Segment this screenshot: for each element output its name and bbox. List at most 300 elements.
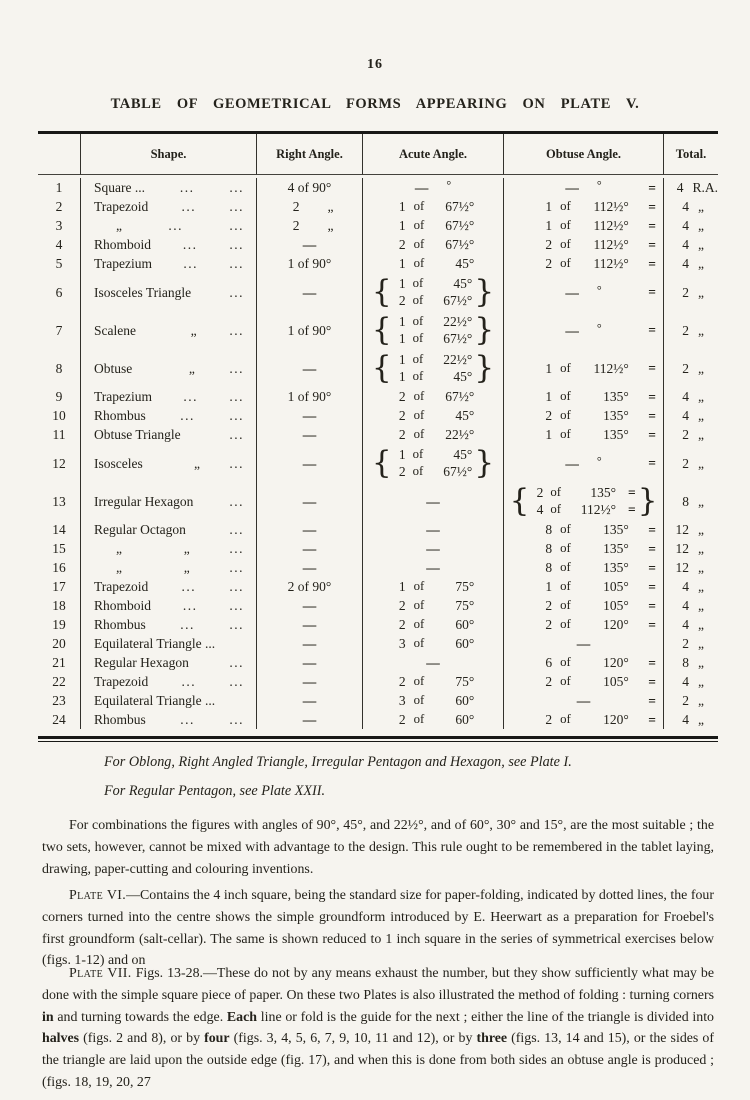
dot-leader: ... — [182, 598, 198, 613]
angle-entry: 2 of 60° — [392, 616, 475, 633]
dot-leader: ... — [180, 712, 195, 727]
degree-sign: ° — [446, 178, 452, 192]
table-header-row — [38, 134, 718, 175]
angle-entry: 2 of 120° — [538, 711, 629, 728]
angle-value: 67½° — [445, 218, 475, 233]
shape-name: „ — [183, 560, 190, 575]
right-brace: } — [474, 444, 495, 481]
total-count: 4 — [676, 180, 684, 195]
right-angle-cell — [256, 197, 362, 216]
dot-leader: ... — [229, 322, 244, 338]
right-brace: } — [474, 349, 495, 386]
dash-none: — — [414, 180, 429, 195]
right-angle-cell — [256, 539, 362, 558]
angle-entry: 8 of 135° — [538, 540, 629, 557]
count: 2 — [398, 674, 406, 689]
table-row — [38, 254, 718, 273]
obtuse-angle-cell — [503, 596, 663, 615]
row-number-cell — [38, 634, 80, 653]
page-title: TABLE OF GEOMETRICAL FORMS APPEARING ON PLATE V. — [110, 96, 640, 112]
total-mark: „ — [698, 674, 704, 689]
angle-entry: 1 of 45° — [394, 368, 473, 385]
total-count: 4 — [682, 199, 689, 214]
shape-name: Rhomboid — [94, 237, 152, 252]
shape-name: Rhomboid — [94, 598, 152, 613]
equals-sign: = — [648, 237, 656, 252]
row-number-cell — [38, 425, 80, 444]
shape-name: „ — [188, 360, 195, 376]
shape-cell — [80, 197, 256, 216]
dash-none: — — [302, 674, 317, 689]
angle-value: 60° — [455, 712, 475, 727]
obtuse-angle-cell — [503, 482, 663, 520]
angle-value: 45° — [453, 276, 473, 291]
angle-entry: 2 of 112½° — [538, 255, 629, 272]
dash-none: — — [302, 427, 317, 442]
acute-angle-cell — [362, 615, 503, 634]
paragraph-plate-vii — [42, 963, 714, 1094]
acute-angle-cell — [362, 425, 503, 444]
count: 1 — [398, 199, 406, 214]
equals-sign: = — [648, 180, 656, 195]
right-brace: } — [474, 273, 495, 310]
shape-name: Irregular Hexagon — [94, 493, 194, 509]
total-mark: „ — [698, 360, 704, 376]
row-number: 18 — [52, 598, 66, 613]
table-row — [38, 235, 718, 254]
dash-none: — — [302, 237, 317, 252]
right-angle-cell — [256, 653, 362, 672]
angle-value: 135° — [603, 541, 629, 556]
row-number-cell — [38, 482, 80, 520]
dot-leader: ... — [229, 712, 244, 727]
angle-value: 112½° — [593, 237, 629, 252]
count: 3 — [398, 636, 406, 651]
total-cell — [663, 387, 718, 406]
dot-leader: ... — [179, 180, 195, 195]
dash-none: — — [302, 712, 317, 727]
row-number: 14 — [52, 522, 66, 537]
total-cell — [663, 672, 718, 691]
acute-angle-cell — [362, 216, 503, 235]
equals-sign: = — [648, 560, 656, 575]
dot-leader: ... — [180, 617, 195, 632]
row-number: 23 — [52, 693, 66, 708]
dot-leader: ... — [229, 598, 244, 613]
count: 8 — [545, 522, 553, 537]
angle-entry: 3 of 60° — [392, 635, 475, 652]
total-cell — [663, 558, 718, 577]
dash-none: — — [302, 636, 317, 651]
count: 2 — [545, 674, 553, 689]
obtuse-angle-cell — [503, 197, 663, 216]
total-count: 2 — [682, 360, 689, 376]
angle-entry: 2 of 60° — [392, 711, 475, 728]
dash-none: — — [426, 560, 440, 575]
total-mark: „ — [698, 389, 704, 404]
total-cell — [663, 444, 718, 482]
right-angle-cell — [256, 387, 362, 406]
equals-sign: = — [648, 199, 656, 214]
angle-entry: 2 of 105° — [538, 597, 629, 614]
angle-value: 1 of 90° — [287, 389, 332, 404]
header-obtuse-angle: Obtuse Angle. — [503, 134, 663, 175]
count: 2 — [398, 237, 406, 252]
obtuse-angle-cell — [503, 539, 663, 558]
dash-none: — — [302, 455, 317, 471]
total-count: 4 — [682, 617, 689, 632]
shape-cell — [80, 558, 256, 577]
angle-value: 45° — [453, 447, 473, 462]
dash-none: — — [302, 598, 317, 613]
dash-none: — — [426, 493, 440, 509]
shape-cell — [80, 235, 256, 254]
shape-name: Rhombus — [94, 408, 146, 423]
angle-entry: 2 of 45° — [392, 407, 475, 424]
count: 2 — [292, 199, 300, 214]
shape-cell — [80, 539, 256, 558]
total-cell — [663, 216, 718, 235]
acute-angle-cell — [362, 672, 503, 691]
table-row — [38, 406, 718, 425]
total-cell — [663, 482, 718, 520]
left-brace: { — [371, 349, 392, 386]
obtuse-angle-cell — [503, 273, 663, 311]
angle-value: 45° — [455, 256, 475, 271]
obtuse-angle-cell — [503, 615, 663, 634]
total-cell — [663, 235, 718, 254]
count: 2 — [398, 408, 406, 423]
shape-name: Square ... — [94, 180, 145, 195]
shape-name: Rhombus — [94, 617, 146, 632]
row-number: 15 — [52, 541, 66, 556]
header-total: Total. — [663, 134, 718, 175]
count: 1 — [398, 276, 406, 291]
angle-entry: 1 of 112½° — [538, 217, 629, 234]
row-number-cell — [38, 558, 80, 577]
total-count: 2 — [682, 636, 689, 651]
obtuse-angle-cell — [503, 577, 663, 596]
count-ditto — [286, 217, 334, 234]
body-text: line or fold is the guide for the next ; either the line of the triangle is divided into — [257, 1009, 714, 1025]
shape-cell — [80, 520, 256, 539]
obtuse-angle-cell — [503, 425, 663, 444]
right-angle-cell — [256, 615, 362, 634]
acute-angle-cell — [362, 710, 503, 729]
shape-name: „ — [116, 541, 122, 556]
angle-value: 120° — [603, 712, 629, 727]
dash-none: — — [302, 493, 317, 509]
right-angle-cell — [256, 311, 362, 349]
equals-sign: = — [648, 522, 656, 537]
angle-entry: 2 of 67½° — [392, 236, 475, 253]
count: 2 — [545, 617, 553, 632]
shape-cell — [80, 653, 256, 672]
dot-leader: ... — [181, 579, 197, 594]
dot-leader: ... — [168, 218, 183, 233]
table-row — [38, 349, 718, 387]
acute-angle-cell — [362, 539, 503, 558]
paragraph-combinations — [42, 815, 714, 880]
angle-value: 22½° — [443, 314, 473, 329]
total-mark: „ — [698, 541, 704, 556]
total-mark: „ — [698, 693, 704, 708]
equals-sign: = — [648, 360, 656, 376]
angle-lines — [394, 351, 473, 385]
total-count: 12 — [675, 541, 689, 556]
row-number: 8 — [55, 360, 63, 376]
table-row — [38, 425, 718, 444]
dot-leader: ... — [229, 522, 244, 537]
angle-value: 120° — [603, 655, 629, 670]
shape-name: Obtuse — [94, 360, 133, 376]
total-mark: „ — [698, 237, 704, 252]
dash-none: — — [426, 541, 440, 556]
total-mark: R.A. — [692, 180, 718, 195]
right-angle-cell — [256, 216, 362, 235]
angle-entry: 8 of 135° — [538, 559, 629, 576]
angle-entry: 1 of 105° — [538, 578, 629, 595]
shape-name: „ — [194, 455, 201, 471]
right-angle-cell — [256, 710, 362, 729]
table-row — [38, 197, 718, 216]
row-number-cell — [38, 596, 80, 615]
row-number-cell — [38, 197, 80, 216]
right-angle-cell — [256, 425, 362, 444]
table-row — [38, 596, 718, 615]
bold-text: Each — [226, 1009, 258, 1025]
header-number — [38, 134, 80, 175]
angle-value: 45° — [455, 408, 475, 423]
plate-label: Plate VI. — [69, 888, 127, 903]
dash-none: — — [565, 455, 579, 471]
equals-sign: = — [648, 674, 656, 689]
total-count: 4 — [682, 237, 689, 252]
count: 2 — [536, 485, 544, 500]
dot-leader: ... — [229, 180, 244, 195]
obtuse-angle-cell — [503, 691, 663, 710]
right-angle-cell — [256, 672, 362, 691]
angle-value: 112½° — [580, 502, 616, 517]
table-row — [38, 216, 718, 235]
angle-value: 45° — [453, 369, 473, 384]
degree-sign: ° — [596, 282, 602, 297]
dot-leader: ... — [229, 218, 244, 233]
row-number: 13 — [52, 493, 66, 509]
total-count: 12 — [675, 560, 689, 575]
total-mark: „ — [698, 579, 704, 594]
row-number-cell — [38, 653, 80, 672]
angle-lines — [394, 446, 473, 480]
angle-value: 135° — [603, 389, 629, 404]
dot-leader: ... — [182, 237, 198, 252]
angle-entry: 1 of 112½° — [538, 360, 629, 377]
table-frame — [38, 131, 718, 739]
right-brace: } — [474, 311, 495, 348]
angle-value: 60° — [455, 636, 475, 651]
dash-none: — — [576, 693, 591, 708]
angle-entry: 1 of 112½° — [538, 198, 629, 215]
header-acute-angle: Acute Angle. — [362, 134, 503, 175]
count: 6 — [545, 655, 553, 670]
total-cell — [663, 178, 718, 197]
shape-name: Trapezoid — [94, 674, 149, 689]
total-mark: „ — [698, 284, 704, 300]
acute-angle-cell — [362, 349, 503, 387]
dot-leader: ... — [229, 199, 244, 214]
dot-leader: ... — [229, 493, 244, 509]
total-count: 4 — [682, 389, 689, 404]
row-number: 12 — [52, 455, 66, 471]
equals-sign: = — [648, 541, 656, 556]
acute-angle-cell — [362, 197, 503, 216]
acute-angle-cell — [362, 482, 503, 520]
angle-entry: 2 of 105° — [538, 673, 629, 690]
count: 2 — [292, 218, 300, 233]
total-count: 8 — [682, 655, 689, 670]
row-number-cell — [38, 444, 80, 482]
count: 1 — [545, 199, 553, 214]
left-brace: { — [509, 482, 530, 519]
angle-entry: 1 of 22½° — [394, 313, 473, 330]
count: 1 — [398, 218, 406, 233]
shape-name: Rhombus — [94, 712, 146, 727]
shape-name: Obtuse Triangle — [94, 427, 181, 442]
angle-value: 105° — [603, 598, 629, 613]
row-number-cell — [38, 311, 80, 349]
row-number: 10 — [52, 408, 66, 423]
total-cell — [663, 615, 718, 634]
total-count: 2 — [682, 284, 689, 300]
count: 2 — [398, 293, 406, 308]
angle-value: 75° — [455, 579, 475, 594]
table-row — [38, 558, 718, 577]
shape-name: Isosceles Triangle — [94, 284, 192, 300]
total-cell — [663, 254, 718, 273]
row-number: 2 — [55, 199, 63, 214]
angle-value: 1 of 90° — [287, 322, 332, 338]
count: 1 — [398, 314, 406, 329]
count: 1 — [545, 389, 553, 404]
angle-entry: 6 of 120° — [538, 654, 629, 671]
shape-cell — [80, 577, 256, 596]
obtuse-angle-cell — [503, 444, 663, 482]
right-angle-cell — [256, 254, 362, 273]
count: 2 — [545, 408, 553, 423]
acute-angle-cell — [362, 178, 503, 197]
dash-none: — — [565, 284, 579, 300]
angle-value: 135° — [603, 408, 629, 423]
row-number-cell — [38, 254, 80, 273]
total-count: 4 — [682, 218, 689, 233]
dot-leader: ... — [229, 541, 244, 556]
degree-sign: ° — [596, 453, 602, 468]
shape-cell — [80, 216, 256, 235]
angle-entry: 8 of 135° — [538, 521, 629, 538]
row-number: 17 — [52, 579, 66, 594]
equals-sign: = — [648, 256, 656, 271]
bold-text: halves — [42, 1031, 80, 1047]
total-count: 4 — [682, 579, 689, 594]
shape-name: Scalene — [94, 322, 136, 338]
ditto-mark: „ — [327, 218, 334, 233]
shape-cell — [80, 634, 256, 653]
row-number: 4 — [55, 237, 63, 252]
dash-none: — — [302, 284, 317, 300]
angle-value: 1 of 90° — [287, 256, 332, 271]
obtuse-angle-cell — [503, 710, 663, 729]
angle-value: 112½° — [593, 218, 629, 233]
table-row — [38, 482, 718, 520]
dot-leader: ... — [229, 427, 244, 442]
total-mark: „ — [698, 617, 704, 632]
equals-sign: = — [648, 427, 656, 442]
equals-sign: = — [648, 284, 656, 300]
shape-cell — [80, 691, 256, 710]
shape-name: Regular Octagon — [94, 522, 186, 537]
right-angle-cell — [256, 558, 362, 577]
geometrical-forms-table — [38, 131, 718, 742]
shape-name: Regular Hexagon — [94, 655, 189, 670]
dot-leader: ... — [229, 617, 244, 632]
count-ditto — [286, 198, 334, 215]
shape-cell — [80, 482, 256, 520]
total-count: 2 — [682, 455, 689, 471]
count: 2 — [398, 427, 406, 442]
row-number: 22 — [52, 674, 66, 689]
shape-cell — [80, 672, 256, 691]
note-plate-xxii: For Regular Pentagon, see Plate XXII. — [104, 783, 326, 799]
angle-entry: 4 of 112½° = — [531, 501, 635, 518]
total-mark: „ — [698, 199, 704, 214]
angle-entry: 1 of 22½° — [394, 351, 473, 368]
dot-leader: ... — [183, 389, 198, 404]
count: 8 — [545, 560, 553, 575]
dash-degree — [565, 284, 601, 301]
equals-sign: = — [648, 693, 656, 708]
right-angle-cell — [256, 406, 362, 425]
table-bottom-rule — [38, 741, 718, 742]
angle-entry: 2 of 75° — [392, 597, 475, 614]
shape-cell — [80, 710, 256, 729]
left-brace: { — [371, 444, 392, 481]
total-count: 2 — [682, 322, 689, 338]
angle-value: 135° — [603, 560, 629, 575]
dot-leader: ... — [229, 674, 244, 689]
shape-name: Equilateral Triangle ... — [94, 636, 216, 651]
total-mark: „ — [698, 712, 704, 727]
total-count: 4 — [682, 598, 689, 613]
total-mark: „ — [698, 322, 704, 338]
angle-value: 67½° — [443, 293, 473, 308]
shape-cell — [80, 596, 256, 615]
table-row — [38, 273, 718, 311]
row-number-cell — [38, 387, 80, 406]
count: 1 — [545, 579, 553, 594]
shape-cell — [80, 615, 256, 634]
header-right-angle: Right Angle. — [256, 134, 362, 175]
total-cell — [663, 197, 718, 216]
page-number: 16 — [367, 57, 383, 72]
angle-value: 4 of 90° — [287, 180, 332, 195]
total-count: 12 — [675, 522, 689, 537]
body-text: (figs. 2 and 8), or by — [79, 1031, 205, 1047]
count: 2 — [398, 617, 406, 632]
acute-angle-cell — [362, 596, 503, 615]
row-number: 20 — [52, 636, 66, 651]
angle-entry: 1 of 67½° — [392, 198, 475, 215]
obtuse-angle-cell — [503, 216, 663, 235]
